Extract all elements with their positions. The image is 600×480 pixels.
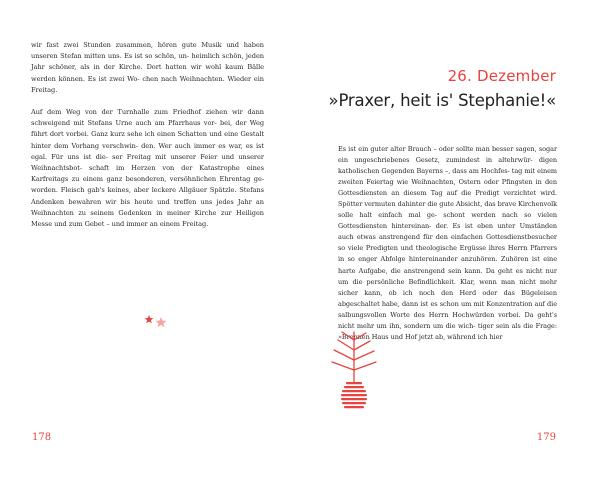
chapter-date: 26. Dezember (447, 67, 556, 85)
right-paragraph-1: Es ist ein guter alter Brauch – oder sollte man besser sagen, sogar ein ungeschriebenes Gesetz, zumindest in altehrwür- digen katholischen Gegenden Bayerns –, dass am Hochfes- tag mit einem zweiten Feiertag wie Weihnachten, Ostern oder Pfingsten in den Gottesdiensten an diesem Tag auf die Predigt verzichtet wird. Spötter vermuten dahinter die gute Absicht, das brave Kirchenvolk solle halt einfach mal ge- schont werden nach so vielen Gottesdiensten hintereinan- der. Es ist eben unter Umständen auch etwas anstrengend für den einfachen Gottesdienstbesucher so viele Predigten und theologische Ergüsse ihres Herrn Pfarrers in so enger Abfolge hintereinander anzuhören. Zuhören ist eine harte Aufgabe, die anstrengend sein kann. Da geht es nicht nur um die persönliche Befindlichkeit. Klar, wenn man nicht mehr sicher kann, ob ich noch den Herd oder das Bügeleisen abgeschaltet habe, dann ist es schon um mit Konzentration auf die salbungsvollen Worte des Herrn Hochwürden vorbei. Da geht's nicht mehr um ihn, sondern um die wich- tiger sein als die Frage: »Brennen Haus und Hof jetzt ab, während ich hier (338, 145, 557, 341)
left-paragraph-1: wir fast zwei Stunden zusammen, hören gute Musik und haben unseren Stefan mitten uns. Es ist so schön, un- heimlich schön, jeden Jahr schöner, als in der Kirche. Dort hatten wir wohl kaum Bälle werden können. Es ist zwei Wo- chen nach Weihnachten. Wieder ein Freitag. (31, 41, 264, 94)
left-page-text (31, 40, 264, 230)
chapter-title: »Praxer, heit is' Stephanie!« (328, 91, 556, 110)
stars-icon (143, 311, 173, 331)
left-paragraph-2: Auf dem Weg von der Turnhalle zum Friedhof ziehen wir dann schweigend mit Stefans Urne auch am Pfarrhaus vor- bei, der Weg führt dort vorbei. Ganz kurz sehe ich einen Schatten und eine Gestalt hinter dem Vorhang verschwin- den. Wer auch immer es war, es ist egal. Für uns ist die- ser Freitag mit unserer Feier und unserer Weihnachtsbot- schaft im Herzen von der Katastrophe eines Karfreitags zu einem ganz besonderen, versöhnlichen Ehrentag ge- worden. Fleisch gab's keines, aber leckere Allgäuer Spätzle. Stefans Andenken bewahren wir bis heute und treffen uns jedes Jahr an Weihnachten zu seinem Gedenken in meiner Kirche zur Heiligen Messe und zum Gebet – und immer an einem Freitag. (31, 108, 264, 229)
right-page-text (338, 144, 557, 343)
christmas-tree-icon (328, 330, 380, 416)
page-number-right: 179 (536, 432, 556, 443)
page-number-left: 178 (32, 432, 52, 443)
